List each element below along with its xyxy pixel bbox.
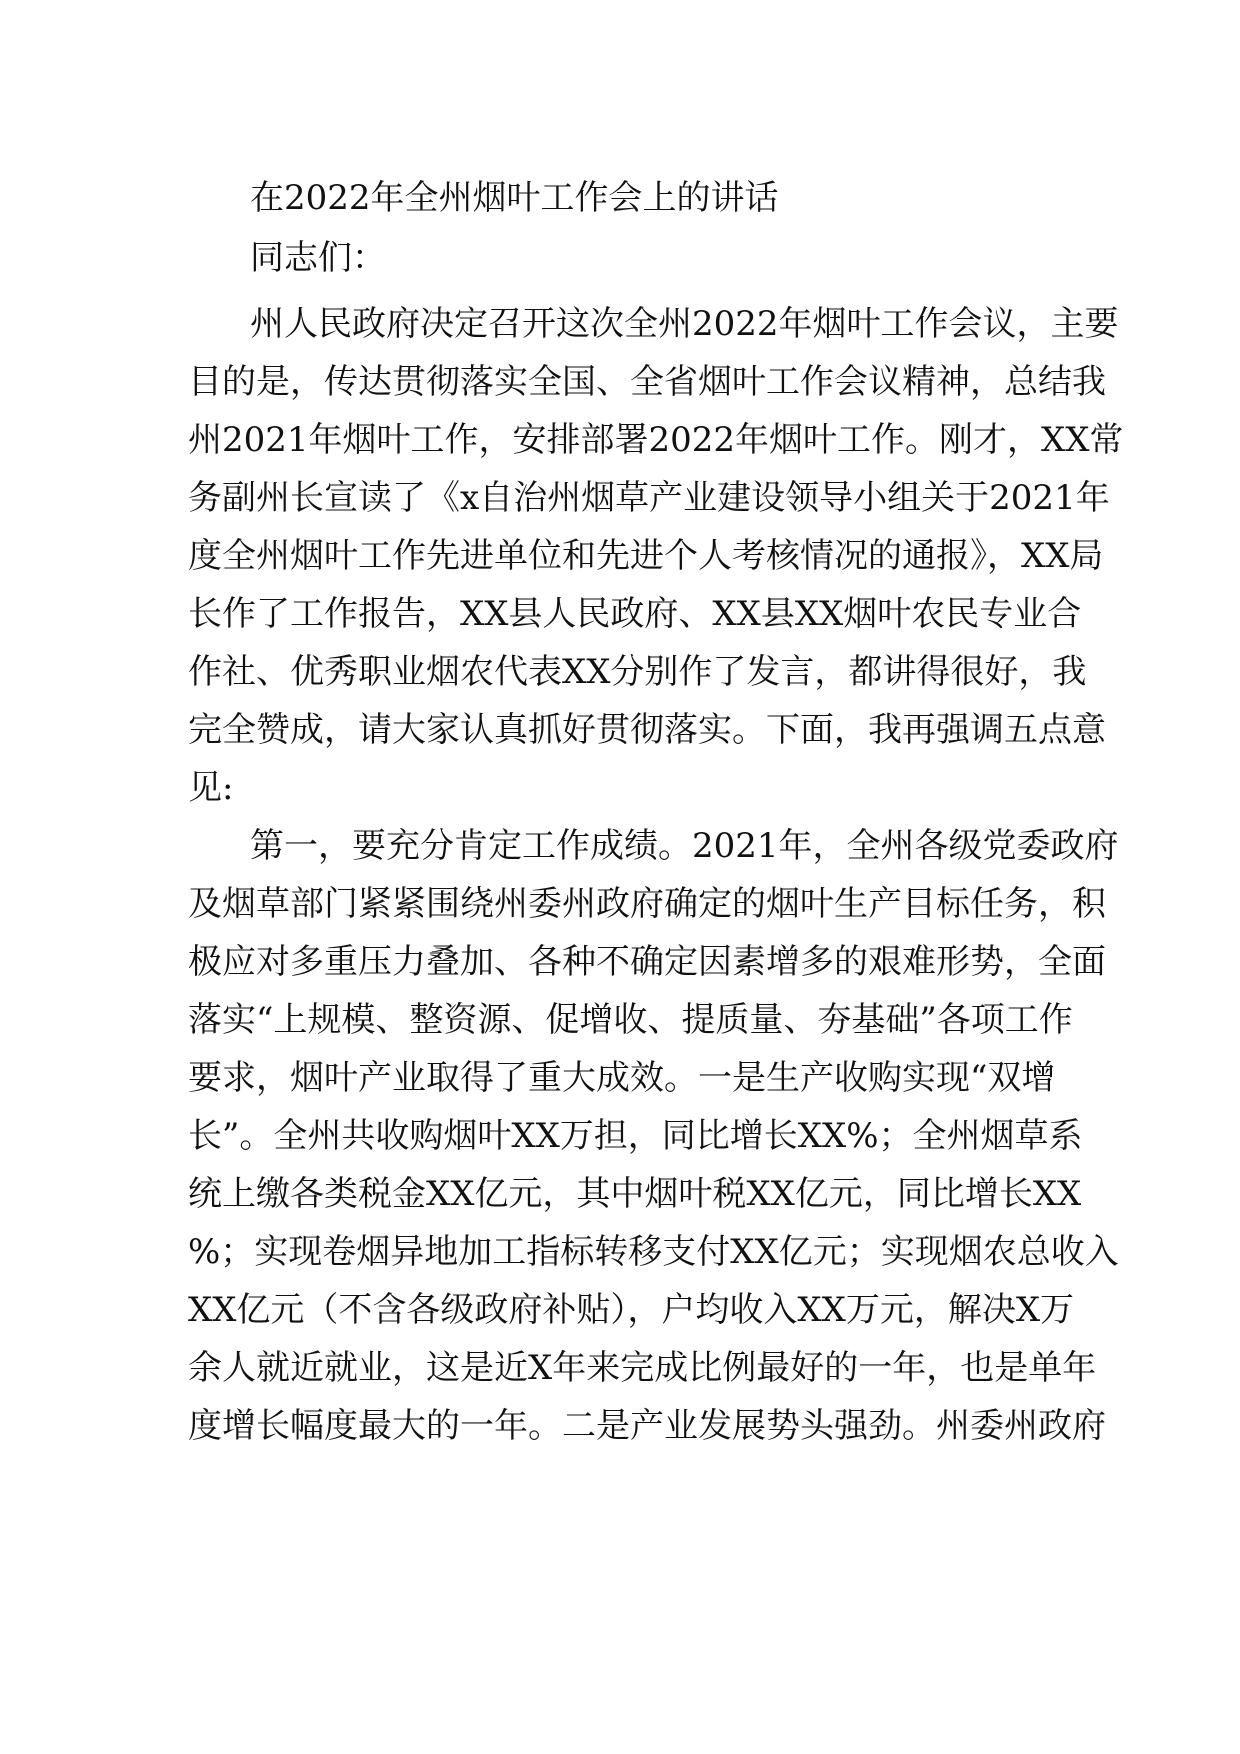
- paragraph-1-line: 目的是，传达贯彻落实全国、全省烟叶工作会议精神，总结我: [188, 362, 1106, 402]
- paragraph-2-line: 统上缴各类税金XX亿元，其中烟叶税XX亿元，同比增长XX: [188, 1174, 1082, 1214]
- document-title: 在2022年全州烟叶工作会上的讲话: [250, 178, 779, 218]
- paragraph-2-line: 第一，要充分肯定工作成绩。2021年，全州各级党委政府: [250, 826, 1119, 866]
- paragraph-2-line: 及烟草部门紧紧围绕州委州政府确定的烟叶生产目标任务，积: [188, 884, 1106, 924]
- paragraph-1-line: 州2021年烟叶工作，安排部署2022年烟叶工作。刚才，XX常: [188, 420, 1124, 460]
- salutation: 同志们：: [250, 238, 386, 278]
- paragraph-1-line: 作社、优秀职业烟农代表XX分别作了发言，都讲得很好，我: [188, 652, 1087, 692]
- paragraph-2-line: 度增长幅度最大的一年。二是产业发展势头强劲。州委州政府: [188, 1406, 1106, 1446]
- paragraph-2-line: %；实现卷烟异地加工指标转移支付XX亿元；实现烟农总收入: [188, 1232, 1119, 1272]
- paragraph-1-line: 长作了工作报告，XX县人民政府、XX县XX烟叶农民专业合: [188, 594, 1082, 634]
- paragraph-2-line: 要求，烟叶产业取得了重大成效。一是生产收购实现“双增: [188, 1058, 1056, 1098]
- paragraph-1-line: 完全赞成，请大家认真抓好贯彻落实。下面，我再强调五点意: [188, 710, 1106, 750]
- paragraph-2-line: XX亿元（不含各级政府补贴），户均收入XX万元，解决X万: [188, 1290, 1075, 1330]
- paragraph-1-line: 务副州长宣读了《x自治州烟草产业建设领导小组关于2021年: [188, 478, 1110, 518]
- paragraph-2-line: 极应对多重压力叠加、各种不确定因素增多的艰难形势，全面: [188, 942, 1106, 982]
- paragraph-2-line: 余人就近就业，这是近X年来完成比例最好的一年，也是单年: [188, 1348, 1097, 1388]
- paragraph-2-line: 长”。全州共收购烟叶XX万担，同比增长XX%；全州烟草系: [188, 1116, 1083, 1156]
- paragraph-1-line: 见:: [188, 768, 234, 808]
- paragraph-1-line: 度全州烟叶工作先进单位和先进个人考核情况的通报》，XX局: [188, 536, 1104, 576]
- paragraph-1-line: 州人民政府决定召开这次全州2022年烟叶工作会议，主要: [250, 304, 1119, 344]
- paragraph-2-line: 落实“上规模、整资源、促增收、提质量、夯基础”各项工作: [188, 1000, 1073, 1040]
